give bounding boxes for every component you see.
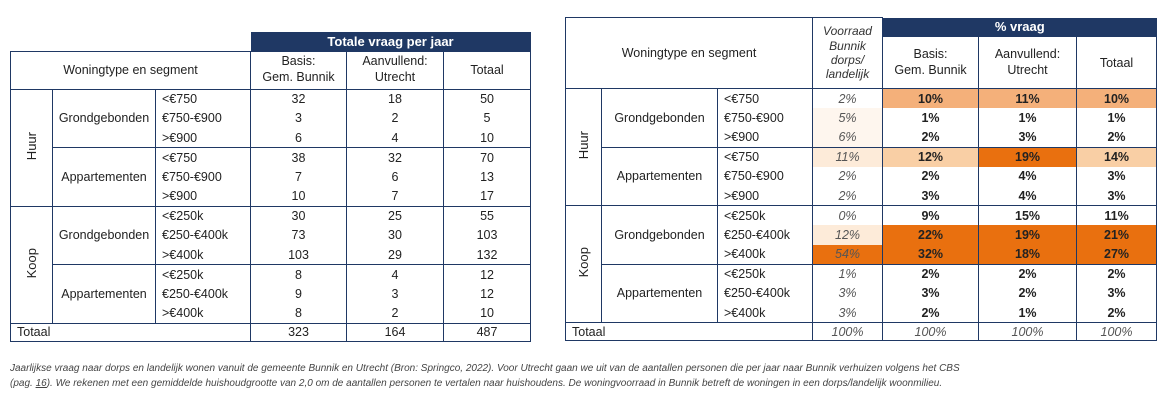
basis-line2: Gem. Bunnik	[262, 70, 335, 84]
aanvullend-value: 4	[347, 265, 444, 285]
price-segment: >€400k	[156, 304, 251, 324]
price-segment: <€250k	[718, 264, 813, 284]
basis-value: 3%	[883, 284, 979, 304]
aanvullend-value: 2	[347, 304, 444, 324]
caption-page-link[interactable]: 16	[35, 377, 47, 389]
basis-value: 22%	[883, 225, 979, 245]
caption-page-prefix: (pag.	[10, 377, 36, 389]
aanvullend-value: 11%	[979, 89, 1077, 109]
voorraad-value: 12%	[813, 225, 883, 245]
woningtype-cell: Grondgebonden	[53, 206, 156, 265]
table2-title: % vraag	[883, 18, 1157, 37]
price-segment: <€750	[156, 89, 251, 109]
figure-caption	[10, 362, 1150, 391]
tenure-label: Huur	[576, 131, 591, 160]
totaal-value: 11%	[1077, 206, 1157, 226]
basis-value: 6	[251, 128, 347, 148]
total-voorraad: 100%	[813, 323, 883, 341]
total-totaal: 100%	[1077, 323, 1157, 341]
basis-line1: Basis:	[281, 54, 316, 69]
totaal-value: 3%	[1077, 284, 1157, 304]
total-basis: 100%	[883, 323, 979, 341]
woningtype-cell: Appartementen	[602, 147, 718, 206]
aanvullend-value: 2%	[979, 284, 1077, 304]
totaal-value: 2%	[1077, 128, 1157, 148]
tenure-cell	[11, 206, 53, 323]
total-aanvullend: 100%	[979, 323, 1077, 341]
woningtype-cell: Appartementen	[602, 264, 718, 323]
totaal-value: 5	[444, 109, 531, 129]
voorraad-value: 54%	[813, 245, 883, 265]
voorraad-value: 0%	[813, 206, 883, 226]
voorraad-line3: dorps/	[830, 53, 865, 67]
tenure-cell	[566, 89, 602, 206]
basis-value: 7	[251, 167, 347, 187]
price-segment: €750-€900	[718, 167, 813, 187]
price-segment: >€400k	[718, 245, 813, 265]
basis-value: 2%	[883, 264, 979, 284]
woningtype-cell: Appartementen	[53, 148, 156, 207]
basis-value: 30	[251, 206, 347, 226]
table-row	[566, 89, 1157, 109]
totaal-value: 10%	[1077, 89, 1157, 109]
table2-total-row	[566, 323, 1157, 341]
aanvullend-value: 32	[347, 148, 444, 168]
table-row	[11, 265, 531, 285]
tenure-label: Koop	[576, 247, 591, 278]
voorraad-line1: Voorraad	[823, 24, 872, 39]
basis-value: 9%	[883, 206, 979, 226]
woningtype-cell: Grondgebonden	[53, 89, 156, 148]
totaal-value: 50	[444, 89, 531, 109]
tenure-cell	[11, 89, 53, 206]
basis-value: 1%	[883, 108, 979, 128]
aanvullend-line1: Aanvullend:	[362, 54, 428, 69]
col-header-totaal: Totaal	[444, 51, 531, 89]
aanvullend-value: 3%	[979, 128, 1077, 148]
aanvullend-value: 1%	[979, 108, 1077, 128]
total-basis: 323	[251, 323, 347, 341]
col-header-aanvullend	[347, 51, 444, 89]
percentage-demand-table	[565, 17, 1157, 341]
price-segment: >€400k	[156, 245, 251, 265]
voorraad-value: 1%	[813, 264, 883, 284]
total-aanvullend: 164	[347, 323, 444, 341]
aanvullend-value: 4%	[979, 186, 1077, 206]
voorraad-line4: landelijk	[825, 67, 870, 82]
totaal-value: 3%	[1077, 167, 1157, 187]
voorraad-value: 2%	[813, 186, 883, 206]
aanvullend-value: 25	[347, 206, 444, 226]
basis-value: 10%	[883, 89, 979, 109]
voorraad-value: 3%	[813, 303, 883, 323]
voorraad-value: 2%	[813, 89, 883, 109]
basis-value: 38	[251, 148, 347, 168]
col-header-totaal: Totaal	[1077, 37, 1157, 89]
totaal-value: 12	[444, 265, 531, 285]
total-label: Totaal	[566, 323, 813, 341]
basis-line2: Gem. Bunnik	[894, 62, 967, 77]
aanvullend-value: 2%	[979, 264, 1077, 284]
caption-line2: ). We rekenen met een gemiddelde huishoudgrootte van 2,0 om de aantallen personen te vertalen naar huishoudens. De woningvoorraad in Bunnik betreft de woningen in een dorps/landelijk woonmilieu.	[46, 377, 943, 389]
price-segment: >€900	[718, 128, 813, 148]
totaal-value: 14%	[1077, 147, 1157, 167]
aanvullend-value: 2	[347, 109, 444, 129]
table1-header-row	[11, 51, 531, 89]
totaal-value: 2%	[1077, 303, 1157, 323]
woningtype-cell: Grondgebonden	[602, 206, 718, 265]
totaal-value: 3%	[1077, 186, 1157, 206]
basis-value: 32	[251, 89, 347, 109]
voorraad-line2: Bunnik	[829, 38, 866, 53]
totaal-value: 17	[444, 187, 531, 207]
totaal-value: 27%	[1077, 245, 1157, 265]
woningtype-cell: Grondgebonden	[602, 89, 718, 148]
basis-value: 8	[251, 265, 347, 285]
totaal-value: 10	[444, 128, 531, 148]
aanvullend-value: 15%	[979, 206, 1077, 226]
tenure-label: Koop	[24, 247, 39, 279]
basis-value: 73	[251, 226, 347, 246]
price-segment: <€250k	[718, 206, 813, 226]
basis-value: 12%	[883, 147, 979, 167]
price-segment: <€250k	[156, 265, 251, 285]
totaal-value: 12	[444, 284, 531, 304]
price-segment: <€250k	[156, 206, 251, 226]
price-segment: >€900	[156, 187, 251, 207]
table1-title: Totale vraag per jaar	[251, 32, 531, 51]
totaal-value: 132	[444, 245, 531, 265]
price-segment: €750-€900	[156, 167, 251, 187]
price-segment: €750-€900	[156, 109, 251, 129]
totaal-value: 21%	[1077, 225, 1157, 245]
voorraad-value: 11%	[813, 147, 883, 167]
basis-value: 2%	[883, 303, 979, 323]
aanvullend-line1: Aanvullend:	[994, 46, 1061, 61]
aanvullend-value: 18%	[979, 245, 1077, 265]
tenure-cell	[566, 206, 602, 323]
aanvullend-value: 30	[347, 226, 444, 246]
col-header-basis	[883, 37, 979, 89]
aanvullend-value: 1%	[979, 303, 1077, 323]
totaal-value: 13	[444, 167, 531, 187]
basis-value: 9	[251, 284, 347, 304]
woningtype-cell: Appartementen	[53, 265, 156, 324]
totaal-value: 70	[444, 148, 531, 168]
table1-total-row	[11, 323, 531, 341]
price-segment: <€750	[718, 89, 813, 109]
total-demand-table	[10, 32, 531, 342]
price-segment: >€900	[156, 128, 251, 148]
voorraad-value: 3%	[813, 284, 883, 304]
col-header-segment: Woningtype en segment	[11, 51, 251, 89]
table-row	[11, 148, 531, 168]
table-row	[566, 264, 1157, 284]
basis-value: 32%	[883, 245, 979, 265]
basis-value: 10	[251, 187, 347, 207]
aanvullend-line2: Utrecht	[1007, 62, 1048, 77]
basis-value: 8	[251, 304, 347, 324]
basis-value: 2%	[883, 167, 979, 187]
aanvullend-value: 19%	[979, 225, 1077, 245]
price-segment: €250-€400k	[718, 225, 813, 245]
basis-value: 103	[251, 245, 347, 265]
col-header-basis	[251, 51, 347, 89]
table-row	[566, 147, 1157, 167]
table-row	[11, 206, 531, 226]
basis-value: 2%	[883, 128, 979, 148]
price-segment: €750-€900	[718, 108, 813, 128]
totaal-value: 55	[444, 206, 531, 226]
price-segment: <€750	[718, 147, 813, 167]
aanvullend-value: 18	[347, 89, 444, 109]
aanvullend-value: 7	[347, 187, 444, 207]
aanvullend-value: 19%	[979, 147, 1077, 167]
col-header-segment: Woningtype en segment	[566, 18, 813, 89]
aanvullend-line2: Utrecht	[374, 70, 416, 84]
basis-value: 3%	[883, 186, 979, 206]
totaal-value: 1%	[1077, 108, 1157, 128]
total-label: Totaal	[11, 323, 251, 341]
col-header-aanvullend	[979, 37, 1077, 89]
price-segment: €250-€400k	[156, 226, 251, 246]
price-segment: <€750	[156, 148, 251, 168]
aanvullend-value: 29	[347, 245, 444, 265]
price-segment: >€400k	[718, 303, 813, 323]
basis-line1: Basis:	[913, 46, 948, 61]
totaal-value: 10	[444, 304, 531, 324]
voorraad-value: 5%	[813, 108, 883, 128]
table-row	[566, 206, 1157, 226]
price-segment: €250-€400k	[156, 284, 251, 304]
aanvullend-value: 6	[347, 167, 444, 187]
price-segment: €250-€400k	[718, 284, 813, 304]
col-header-voorraad	[813, 18, 883, 89]
aanvullend-value: 4	[347, 128, 444, 148]
price-segment: >€900	[718, 186, 813, 206]
basis-value: 3	[251, 109, 347, 129]
caption-line1: Jaarlijkse vraag naar dorps en landelijk wonen vanuit de gemeente Bunnik en Utrecht (Bron: Springco, 2022). Voor Utrecht gaan we uit van de aantallen personen die per jaar naar Bunnik verhuizen volgens het CBS	[10, 363, 960, 374]
table-row	[11, 89, 531, 109]
voorraad-value: 6%	[813, 128, 883, 148]
aanvullend-value: 3	[347, 284, 444, 304]
totaal-value: 103	[444, 226, 531, 246]
title-spacer	[11, 32, 251, 51]
tenure-label: Huur	[24, 131, 39, 161]
voorraad-value: 2%	[813, 167, 883, 187]
total-totaal: 487	[444, 323, 531, 341]
totaal-value: 2%	[1077, 264, 1157, 284]
aanvullend-value: 4%	[979, 167, 1077, 187]
